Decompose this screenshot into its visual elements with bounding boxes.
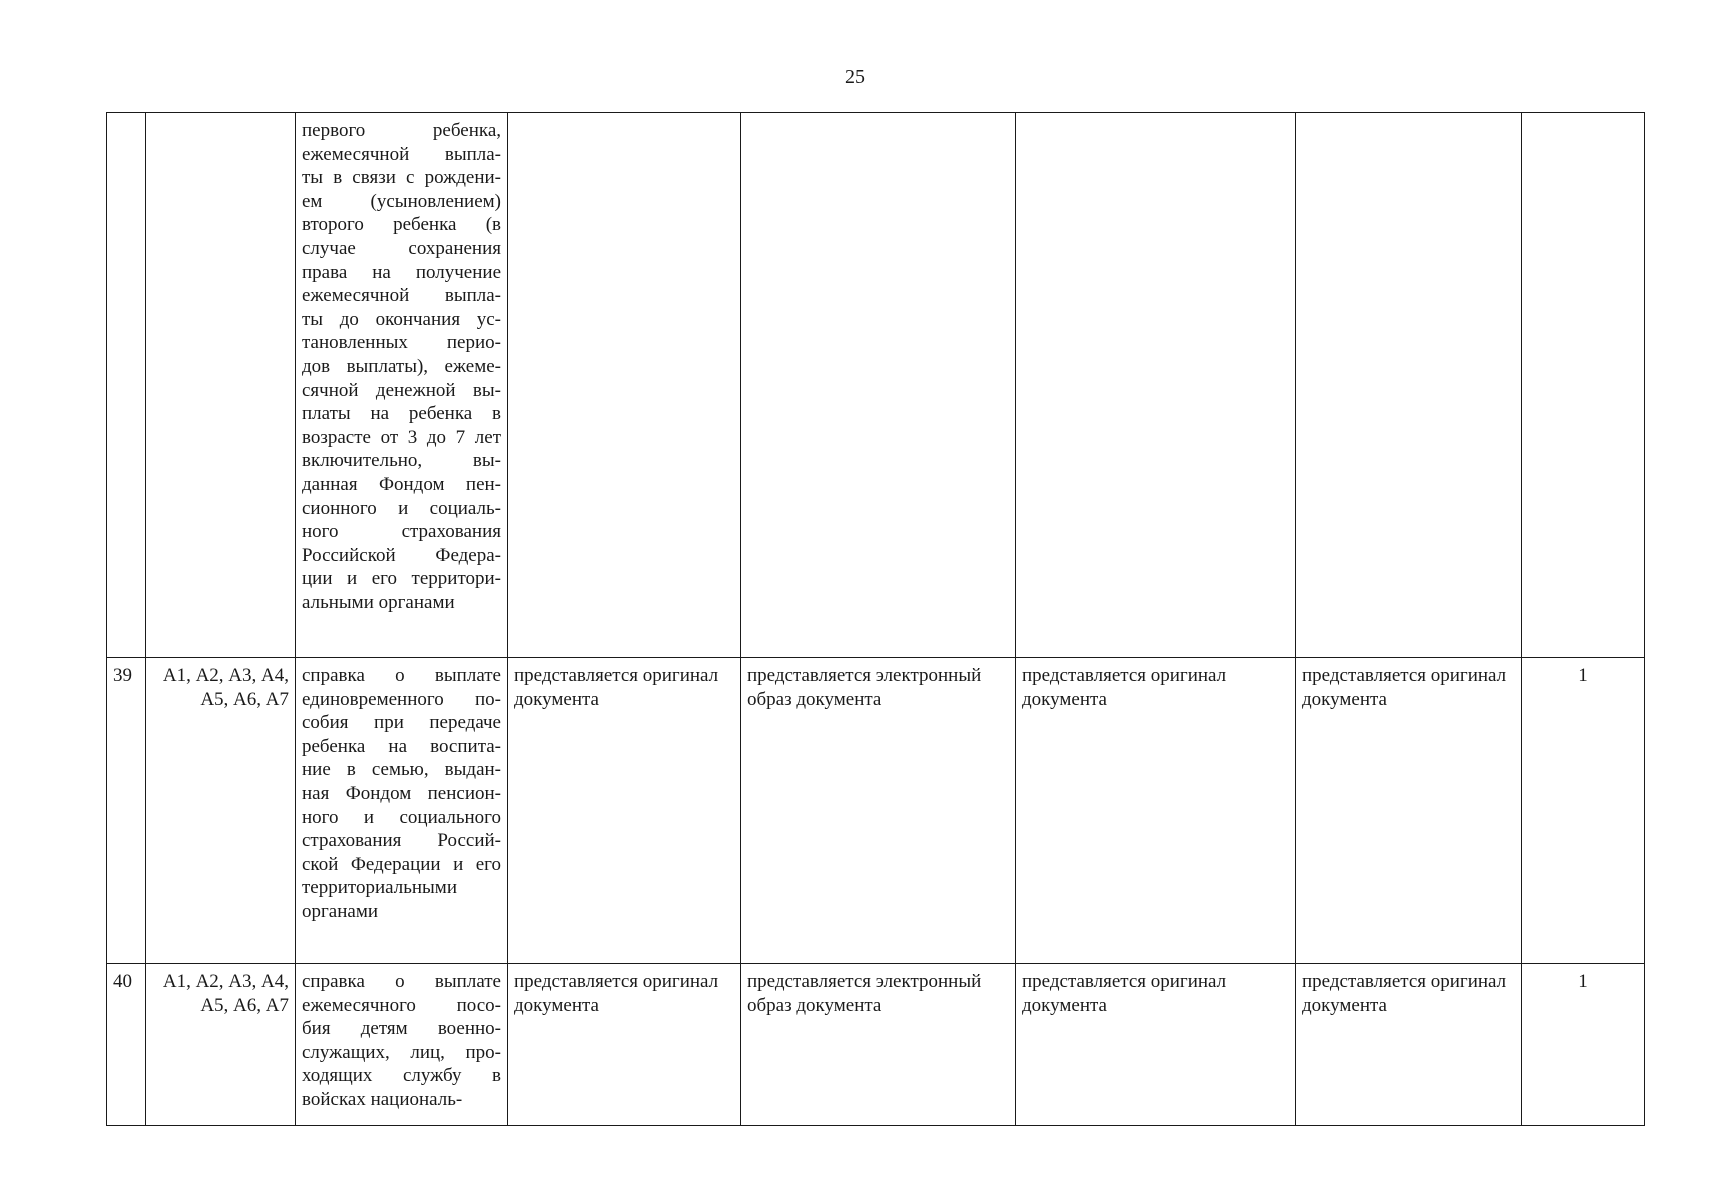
presentation-method-cell-1 [508, 113, 741, 658]
applicant-codes-cell [146, 113, 296, 658]
description-line: ежемесячного посо- [302, 994, 501, 1016]
description-line: второго ребенка (в [302, 214, 501, 236]
presentation-method-cell-4 [1296, 113, 1522, 658]
description-line: первого ребенка, [302, 120, 501, 141]
table-row [107, 658, 1645, 964]
description-line: органами [302, 900, 379, 922]
documents-table [106, 112, 1645, 1126]
presentation-method-cell-1: представляется оригинал документа [508, 658, 741, 964]
description-line: ного страхования [302, 521, 501, 543]
presentation-method-cell-2: представляется электронный образ документа [741, 658, 1016, 964]
row-number-cell [107, 113, 146, 658]
description-line: ребенка на воспита- [302, 735, 501, 757]
presentation-method-cell-3: представляется оригинал документа [1016, 658, 1296, 964]
description-line: ная Фондом пенсион- [302, 782, 501, 804]
presentation-method-cell-3: представляется оригинал документа [1016, 964, 1296, 1126]
description-line: права на получение [302, 261, 501, 283]
description-line: ты в связи с рождени- [302, 167, 501, 189]
row-number-cell: 39 [107, 658, 146, 964]
copies-count-cell: 1 [1522, 658, 1645, 964]
description-line: ежемесячной выпла- [302, 143, 501, 165]
copies-count-cell [1522, 113, 1645, 658]
description-line: данная Фондом пен- [302, 473, 501, 495]
description-line: ты до окончания ус- [302, 308, 501, 330]
description-line: справка о выплате [302, 971, 501, 992]
description-line: войсках националь- [302, 1088, 463, 1110]
description-line: тановленных перио- [302, 332, 501, 354]
description-line: ской Федерации и его [302, 853, 501, 875]
page-number: 25 [845, 66, 865, 88]
copies-count-cell: 1 [1522, 964, 1645, 1126]
document-description-cell [296, 658, 508, 964]
description-line: возрасте от 3 до 7 лет [302, 426, 501, 448]
description-line: территориальными [302, 877, 457, 899]
description-line: ного и социального [302, 806, 501, 828]
presentation-method-cell-3 [1016, 113, 1296, 658]
description-line: Российской Федера- [302, 544, 501, 566]
description-line: ние в семью, выдан- [302, 759, 501, 781]
table-row [107, 964, 1645, 1126]
table-row [107, 113, 1645, 658]
applicant-codes-cell: А1, А2, А3, А4, А5, А6, А7 [146, 964, 296, 1126]
document-description-cell [296, 964, 508, 1126]
presentation-method-cell-4: представляется оригинал документа [1296, 964, 1522, 1126]
description-line: альными органами [302, 591, 455, 613]
description-line: сионного и социаль- [302, 497, 501, 519]
description-line: ем (усыновлением) [302, 190, 501, 212]
presentation-method-cell-4: представляется оригинал документа [1296, 658, 1522, 964]
description-line: справка о выплате [302, 665, 501, 686]
description-line: платы на ребенка в [302, 403, 501, 425]
description-line: единовременного по- [302, 688, 501, 710]
description-line: ходящих службу в [302, 1065, 501, 1087]
description-line: собия при передаче [302, 712, 501, 734]
presentation-method-cell-2: представляется электронный образ документа [741, 964, 1016, 1126]
description-line: дов выплаты), ежеме- [302, 355, 501, 377]
presentation-method-cell-1: представляется оригинал документа [508, 964, 741, 1126]
description-line: сячной денежной вы- [302, 379, 501, 401]
presentation-method-cell-2 [741, 113, 1016, 658]
applicant-codes-cell: А1, А2, А3, А4, А5, А6, А7 [146, 658, 296, 964]
description-line: служащих, лиц, про- [302, 1041, 501, 1063]
description-line: страхования Россий- [302, 830, 501, 852]
description-line: включительно, вы- [302, 450, 501, 472]
description-line: случае сохранения [302, 237, 501, 259]
description-line: ежемесячной выпла- [302, 285, 501, 307]
description-line: бия детям военно- [302, 1018, 501, 1040]
row-number-cell: 40 [107, 964, 146, 1126]
document-description-cell [296, 113, 508, 658]
description-line: ции и его территори- [302, 568, 501, 590]
